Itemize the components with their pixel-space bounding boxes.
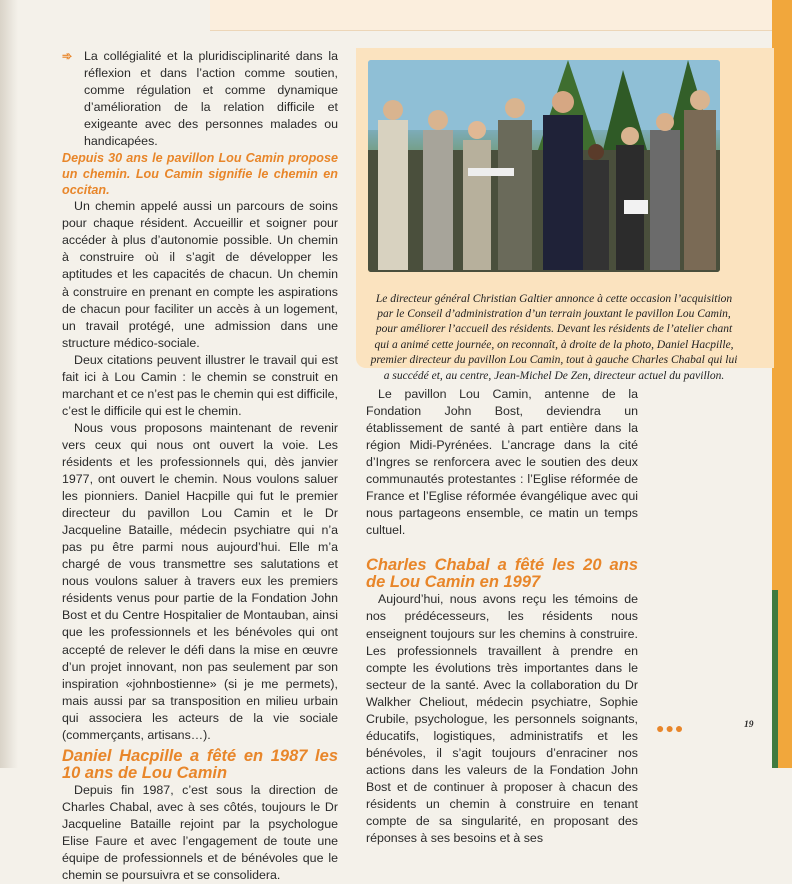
group-photo-illustration bbox=[368, 60, 720, 272]
paragraph-citations: Deux citations peuvent illustrer le travail qui est fait ici à Lou Camin : le chemin se construit en marchant et ce n’est pas le chemin qui est difficile, c’est le difficile qui est le chemin. bbox=[62, 352, 338, 418]
paragraph-aujourdhui: Aujourd’hui, nous avons reçu les témoins de nos prédécesseurs, les résidents nous enseignent toujours sur les chemins à construire. Les professionnels travaillent à prendre en compte les évolutions très importantes dans le secteur de la santé. Avec la collaboration du Dr Walkher Cheliout, médecin psychiatre, Sophie Crubile, psychologue, les personnels soignants, éducatifs, logistiques, administratifs et les bénévoles, il s’agit toujours d’enraciner nos actions dans les valeurs de la Fondation John Bost et de continuer à proposer à chacun des résidents un chemin à construire en tenant compte de sa singularité, en proposant des réponses à ses besoins et à ses bbox=[366, 592, 638, 846]
paragraph-pionniers: Nous vous proposons maintenant de revenir vers ceux qui nous ont ouvert la voie. Les résidents et les professionnels qui, dès janvier 1977, ont ouvert le chemin. Nous voulons saluer les pionniers. Daniel Hacpille qui fut le premier directeur du pavillon Lou Camin et le Dr Jacqueline Bataille, médecin psychiatre qui n’a pas pu être parmi nous aujourd’hui. Elle m’a chargé de vous transmettre ses salutations et nous voulons saluer à travers eux les premiers résidents venus pour partie de la Fondation John Bost et du Centre Hospitalier de Montauban, ainsi que les professionnels et les bénévoles qui ont accepté de relever le défi dans la mise en œuvre d’un projet innovant, non pas seulement par son inspiration «johnbostienne» (si je me permets), mais aussi par sa transposition en milieu urbain qui associera les acteurs de la vie sociale (commerçants, artisans…). bbox=[62, 420, 338, 742]
paragraph-etablissement: Le pavillon Lou Camin, antenne de la Fondation John Bost, deviendra un établissement de santé à part entière dans la région Midi-Pyrénées. L’ancrage dans la cité d’Ingres se renforcera avec le soutien des deux communautés protestantes : l’Eglise réformée de France et l’Eglise réformée évangélique avec qui nous partageons ensemble, ce matin un temps cultuel. bbox=[366, 387, 638, 538]
paragraph-chemin: Un chemin appelé aussi un parcours de soins pour chaque résident. Accueillir et soigner pour accéder à plus d’autonomie possible. Un chemin à construire où il s’agit de développer les aptitudes et les capacités de chacun. Un chemin à construire en prenant en compte les aspirations de chacun pour faciliter un accès à un logement, un travail protégé, une admission dans une structure médico-sociale. bbox=[62, 199, 338, 350]
heading-hacpille-1987: Daniel Hacpille a fêté en 1987 les 10 ans de Lou Camin bbox=[62, 746, 338, 782]
photo-caption: Le directeur général Christian Galtier annonce à cette occasion l’acquisition par le Conseil d’administration d’un terrain jouxtant le pavillon Lou Camin, pour améliorer l’accueil des résidents. Devant les résidents de l’atelier chant qui a animé cette journée, on reconnaît, à droite de la photo, Daniel Hacpille, premier directeur du pavillon Lou Camin, tout à gauche Charles Chabal qui lui a succédé et, au centre, Jean-Michel De Zen, directeur actuel du pavillon. bbox=[370, 292, 738, 382]
top-decorative-band bbox=[210, 0, 792, 31]
left-text-column bbox=[62, 48, 338, 884]
bullet-paragraph bbox=[62, 48, 338, 150]
event-photo bbox=[368, 60, 720, 272]
paragraph-1987: Depuis fin 1987, c’est sous la direction de Charles Chabal, avec à ses côtés, toujours le Dr Jacqueline Bataille rejoint par la psychologue Elise Faure et avec l’engagement de toute une équipe de professionnels et de bénévoles que le chemin se poursuivra et se consolidera. bbox=[62, 782, 338, 883]
continuation-dots: ●●● bbox=[656, 720, 685, 736]
page-number: 19 bbox=[744, 720, 754, 730]
photo-caption-box bbox=[356, 48, 774, 382]
right-orange-band bbox=[772, 0, 792, 768]
right-text-column bbox=[366, 386, 638, 847]
page-gutter-shadow bbox=[0, 0, 18, 768]
subheading-lou-camin: Depuis 30 ans le pavillon Lou Camin propose un chemin. Lou Camin signifie le chemin en occitan. bbox=[62, 151, 338, 198]
green-stripe bbox=[772, 590, 778, 768]
arrow-bullet-icon: ➾ bbox=[62, 49, 73, 63]
bullet-text: La collégialité et la pluridisciplinarité dans la réflexion et dans l’action comme soutien, comme régulation et comme dynamique d’amélioration de la relation difficile et exigeante avec des personnes malades ou handicapées. bbox=[84, 49, 338, 149]
heading-chabal-1997: Charles Chabal a fêté les 20 ans de Lou Camin en 1997 bbox=[366, 556, 638, 592]
